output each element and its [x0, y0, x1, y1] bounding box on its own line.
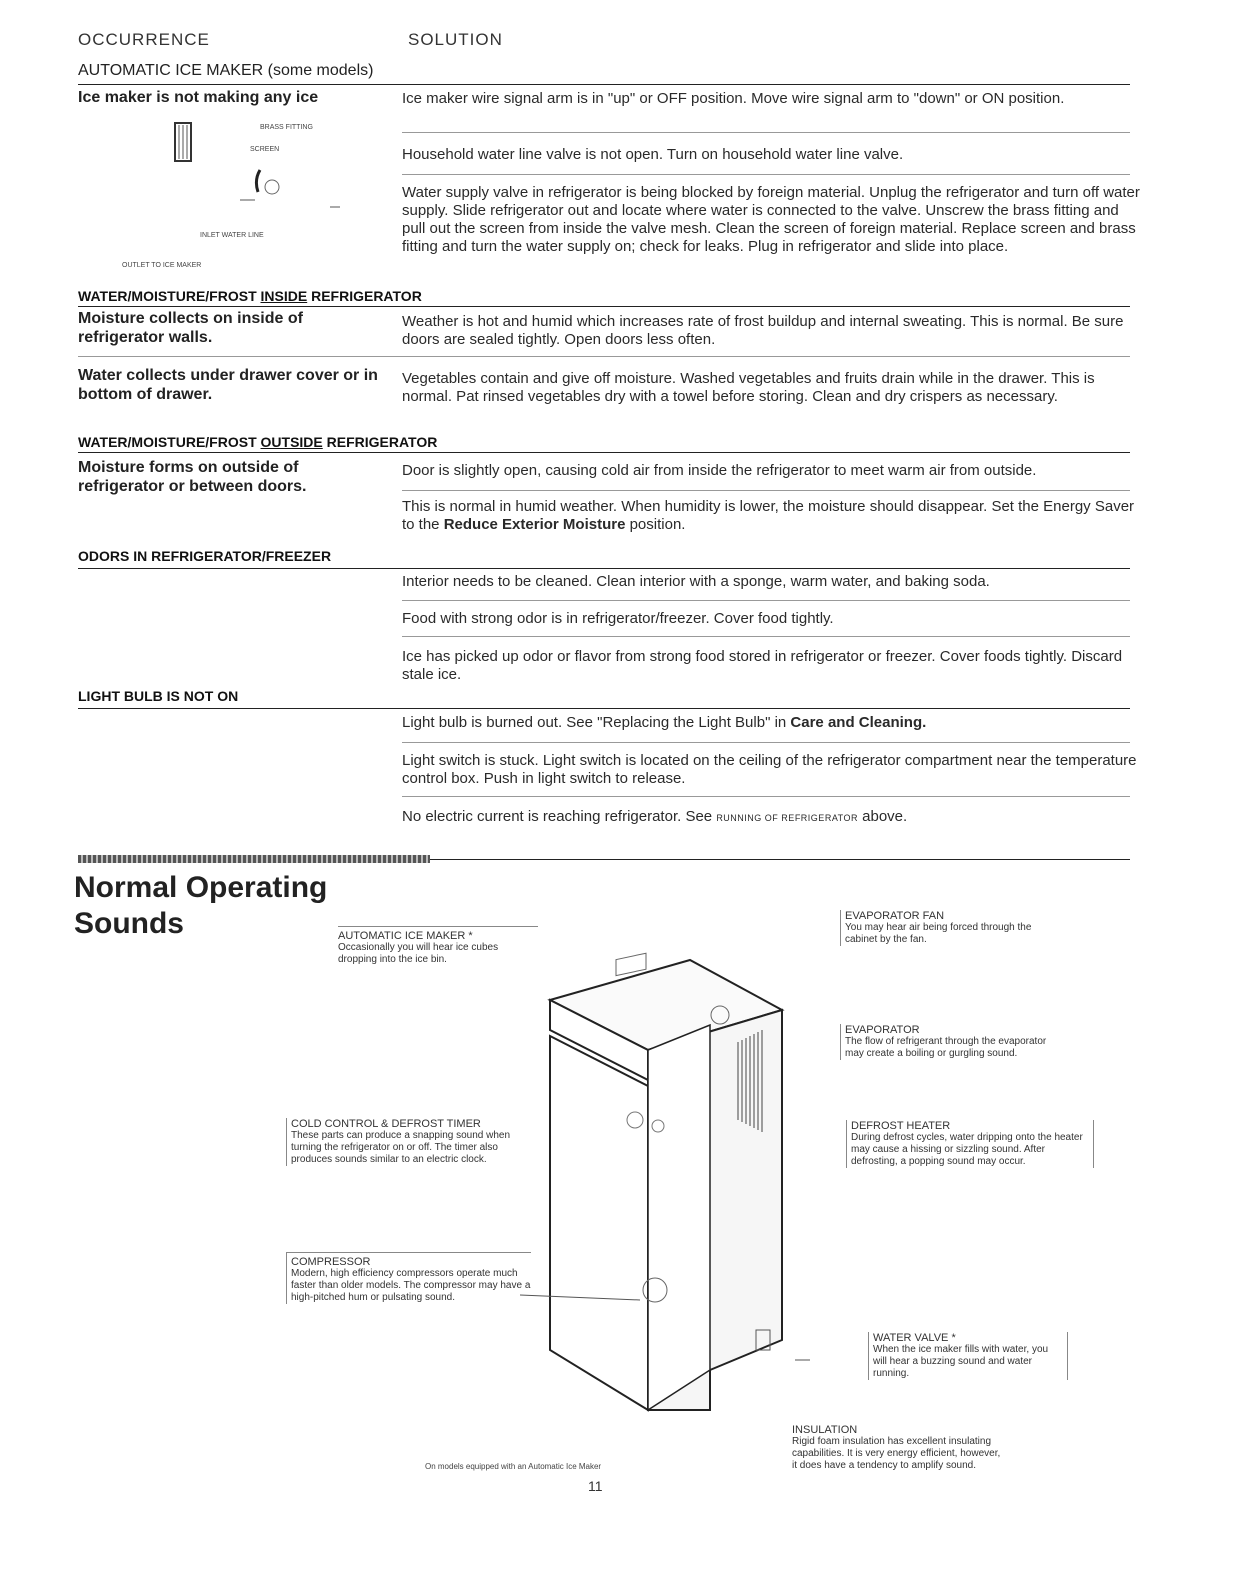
odors-section-title: ODORS IN REFRIGERATOR/FREEZER [78, 548, 332, 564]
section-divider-band [78, 855, 430, 863]
caption-cold-control: COLD CONTROL & DEFROST TIMER These parts can produce a snapping sound when turning the refrigerator on or off. The timer also produces sounds similar to an electric clock. [286, 1118, 526, 1166]
inside-section-title: WATER/MOISTURE/FROST INSIDE REFRIGERATOR [78, 288, 422, 304]
inlet-water-line-label: INLET WATER LINE [200, 232, 264, 239]
solution-column-header: SOLUTION [408, 30, 503, 49]
inside-solution-1: Weather is hot and humid which increases rate of frost buildup and internal sweating. This is normal. Be sure doors are sealed tightly. Open doors less often. [402, 313, 1124, 348]
sounds-title-line1: Normal Operating [74, 871, 328, 904]
outside-solution-2: This is normal in humid weather. When humidity is lower, the moisture should disappear. Set the Energy Saver to the Reduce Exterior Moisture position. [402, 498, 1135, 533]
brass-fitting-label: BRASS FITTING [260, 124, 313, 131]
refrigerator-illustration [520, 950, 840, 1450]
inside-occurrence-1: Moisture collects on inside of refrigerator walls. [78, 310, 303, 346]
screen-label: SCREEN [250, 146, 280, 153]
sounds-title-line2: Sounds [74, 907, 184, 940]
caption-compressor: COMPRESSOR Modern, high efficiency compressors operate much faster than older models. The compressor may have a high-pitched hum or pulsating sound. [286, 1252, 531, 1304]
outside-occurrence: Moisture forms on outside of refrigerator or between doors. [78, 459, 307, 495]
light-solution-1: Light bulb is burned out. See "Replacing the Light Bulb" in Care and Cleaning. [402, 714, 927, 731]
occurrence-column-header: OCCURRENCE [78, 30, 210, 49]
light-solution-2: Light switch is stuck. Light switch is located on the ceiling of the refrigerator compartment near the temperature control box. Push in light switch to release. [402, 752, 1137, 787]
caption-insulation: INSULATION Rigid foam insulation has excellent insulating capabilities. It is very energy efficient, however, it does have a tendency to amplify sound. [792, 1424, 1001, 1471]
ice-maker-solution-2: Household water line valve is not open. Turn on household water line valve. [402, 146, 904, 163]
outside-solution-1: Door is slightly open, causing cold air from inside the refrigerator to meet warm air from outside. [402, 462, 1037, 479]
odors-solution-3: Ice has picked up odor or flavor from strong food stored in refrigerator or freezer. Cover foods tightly. Discard stale ice. [402, 648, 1123, 683]
ice-maker-solution-3: Water supply valve in refrigerator is being blocked by foreign material. Unplug the refrigerator and turn off water supply. Slide refrigerator out and locate where water is connected to the valve. Unscrew the brass fitting and pull out the screen from inside the valve mesh. Clean the screen of foreign material. Replace screen and brass fitting and turn the water supply on; check for leaks. Plug in refrigerator and slide into place. [402, 184, 1140, 255]
caption-evaporator: EVAPORATOR The flow of refrigerant through the evaporator may create a boiling or gurgling sound. [840, 1024, 1055, 1060]
inside-occurrence-2: Water collects under drawer cover or in bottom of drawer. [78, 367, 378, 403]
inside-solution-2: Vegetables contain and give off moisture. Washed vegetables and fruits drain while in the drawer. This is normal. Pat rinsed vegetables dry with a towel before storing. Clean and dry crispers as necessary. [402, 370, 1095, 405]
light-section-title: LIGHT BULB IS NOT ON [78, 688, 239, 704]
ice-maker-section-title: AUTOMATIC ICE MAKER (some models) [78, 62, 374, 79]
outside-section-title: WATER/MOISTURE/FROST OUTSIDE REFRIGERATOR [78, 434, 438, 450]
odors-solution-2: Food with strong odor is in refrigerator/freezer. Cover food tightly. [402, 610, 834, 627]
light-solution-3: No electric current is reaching refrigerator. See RUNNING OF REFRIGERATOR above. [402, 808, 908, 825]
ice-maker-occurrence: Ice maker is not making any ice [78, 89, 319, 106]
caption-evaporator-fan: EVAPORATOR FAN You may hear air being forced through the cabinet by the fan. [840, 910, 1045, 946]
odors-solution-1: Interior needs to be cleaned. Clean interior with a sponge, warm water, and baking soda. [402, 573, 990, 590]
caption-defrost-heater: DEFROST HEATER During defrost cycles, water dripping onto the heater may cause a hissing or sizzling sound. After defrosting, a popping sound may occur. [846, 1120, 1094, 1168]
caption-water-valve: WATER VALVE * When the ice maker fills with water, you will hear a buzzing sound and water running. [868, 1332, 1068, 1380]
valve-diagram [110, 115, 350, 275]
ice-maker-solution-1: Ice maker wire signal arm is in "up" or OFF position. Move wire signal arm to "down" or ON position. [402, 90, 1065, 107]
outlet-to-ice-maker-label: OUTLET TO ICE MAKER [122, 262, 202, 269]
automatic-ice-maker-footnote: On models equipped with an Automatic Ice Maker [425, 1462, 602, 1471]
page-number: 11 [588, 1478, 603, 1494]
caption-ice-maker: AUTOMATIC ICE MAKER * Occasionally you will hear ice cubes dropping into the ice bin. [338, 926, 538, 966]
